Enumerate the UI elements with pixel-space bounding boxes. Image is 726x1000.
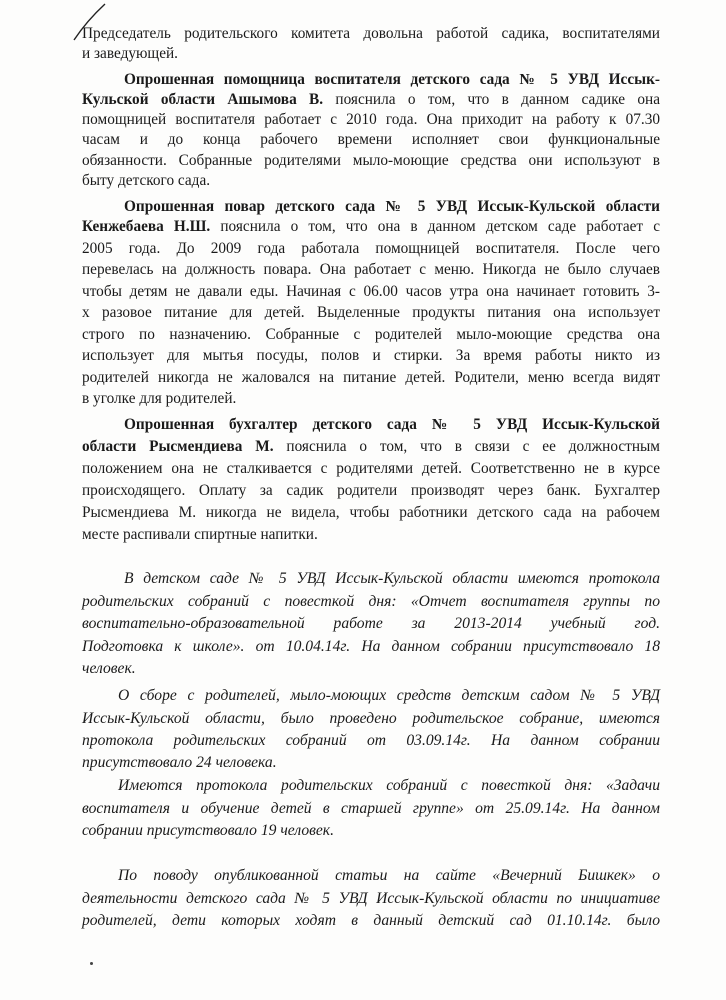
text-line bbox=[82, 217, 660, 236]
text-line: присутствовало 24 человека. bbox=[82, 754, 277, 771]
text-line: в уголке для родителей. bbox=[82, 390, 237, 407]
text-line: родительских собраний с повесткой дня: «Отчет воспитателя группы по bbox=[82, 593, 660, 610]
bold-text: Опрошенная бухгалтер детского сада № 5 УВД Иссык-Кульской bbox=[124, 416, 660, 433]
text-line: В детском саде № 5 УВД Иссык-Кульской области имеются протокола bbox=[124, 570, 660, 587]
bold-text: Опрошенная помощница воспитателя детского сада № 5 УВД Иссык- bbox=[124, 71, 660, 88]
bold-text: Кульской области Ашымова В. bbox=[82, 91, 324, 108]
text-line: По поводу опубликованной статьи на сайте «Вечерний Бишкек» о bbox=[118, 867, 660, 884]
text-line: чтобы детям не давали еды. Начиная с 06.00 часов утра она начинает готовить 3- bbox=[82, 283, 660, 300]
text-line: Рысмендиева М. никогда не видела, чтобы работники детского сада на рабочем bbox=[82, 504, 660, 521]
text-line: и заведующей. bbox=[82, 45, 179, 62]
text-line: происходящего. Оплату за садик родители производят через банк. Бухгалтер bbox=[82, 482, 660, 499]
bold-text: Кенжебаева Н.Ш. bbox=[82, 218, 211, 235]
text-line: Председатель родительского комитета довольна работой садика, воспитателями bbox=[82, 25, 660, 42]
text-line bbox=[124, 415, 660, 434]
bold-text: Опрошенная повар детского сада № 5 УВД Иссык-Кульской области bbox=[124, 198, 660, 215]
text-line: месте распивали спиртные напитки. bbox=[82, 526, 318, 543]
text-span: пояснила о том, что в связи с ее должностным bbox=[273, 438, 660, 455]
text-line: Подготовка к школе». от 10.04.14г. На данном собрании присутствовало 18 bbox=[82, 638, 660, 655]
text-line: 2005 года. До 2009 года работала помощницей воспитателя. После чего bbox=[82, 240, 660, 257]
speck-mark bbox=[90, 962, 93, 965]
text-line bbox=[82, 437, 660, 456]
text-line bbox=[124, 70, 660, 89]
text-line bbox=[82, 90, 660, 109]
text-line: обязанности. Собранные родителями мыло-моющие средства они используют в bbox=[82, 152, 660, 169]
text-line: протокола родительских собраний от 03.09.14г. На данном собрании bbox=[82, 732, 660, 749]
text-line: собрании присутствовало 19 человек. bbox=[82, 822, 334, 839]
text-line: Иссык-Кульской области, было проведено родительское собрание, имеются bbox=[82, 710, 660, 727]
text-line: строго по назначению. Собранные с родителей мыло-моющие средства она bbox=[82, 326, 660, 343]
text-line: родителей, дети которых ходят в данный детский сад 01.10.14г. было bbox=[82, 912, 660, 929]
text-line: деятельности детского сада № 5 УВД Иссык-Кульской области по инициативе bbox=[82, 890, 660, 907]
text-span: пояснила о том, что в данном садике она bbox=[323, 91, 660, 108]
text-line: родителей никогда не жаловался на питание детей. Родители, меню всегда видят bbox=[82, 369, 660, 386]
text-line: воспитательно-образовательной работе за 2013-2014 учебный год. bbox=[82, 615, 660, 632]
text-line bbox=[124, 197, 660, 216]
text-line: х разовое питание для детей. Выделенные продукты питания она использует bbox=[82, 304, 660, 321]
text-line: О сборе с родителей, мыло-моющих средств детским садом № 5 УВД bbox=[118, 687, 660, 704]
text-line: воспитателя и обучение детей в старшей группе» от 25.09.14г. На данном bbox=[82, 800, 660, 817]
text-span: пояснила о том, что она в данном детском саде работает с bbox=[210, 218, 660, 235]
bold-text: области Рысмендиева М. bbox=[82, 438, 274, 455]
text-line: человек. bbox=[82, 660, 136, 677]
text-line: использует для мытья посуды, полов и стирки. За время работы никто из bbox=[82, 347, 660, 364]
text-line: Имеются протокола родительских собраний с повесткой дня: «Задачи bbox=[118, 777, 660, 794]
text-line: часам и до конца рабочего времени исполняет свои функциональные bbox=[82, 131, 660, 148]
text-line: положением она не сталкивается с родителями детей. Соответственно не в курсе bbox=[82, 460, 660, 477]
text-line: перевелась на должность повара. Она работает с меню. Никогда не было случаев bbox=[82, 261, 660, 278]
text-line: быту детского сада. bbox=[82, 172, 211, 189]
text-line: помощницей воспитателя работает с 2010 года. Она приходит на работу к 07.30 bbox=[82, 111, 660, 128]
